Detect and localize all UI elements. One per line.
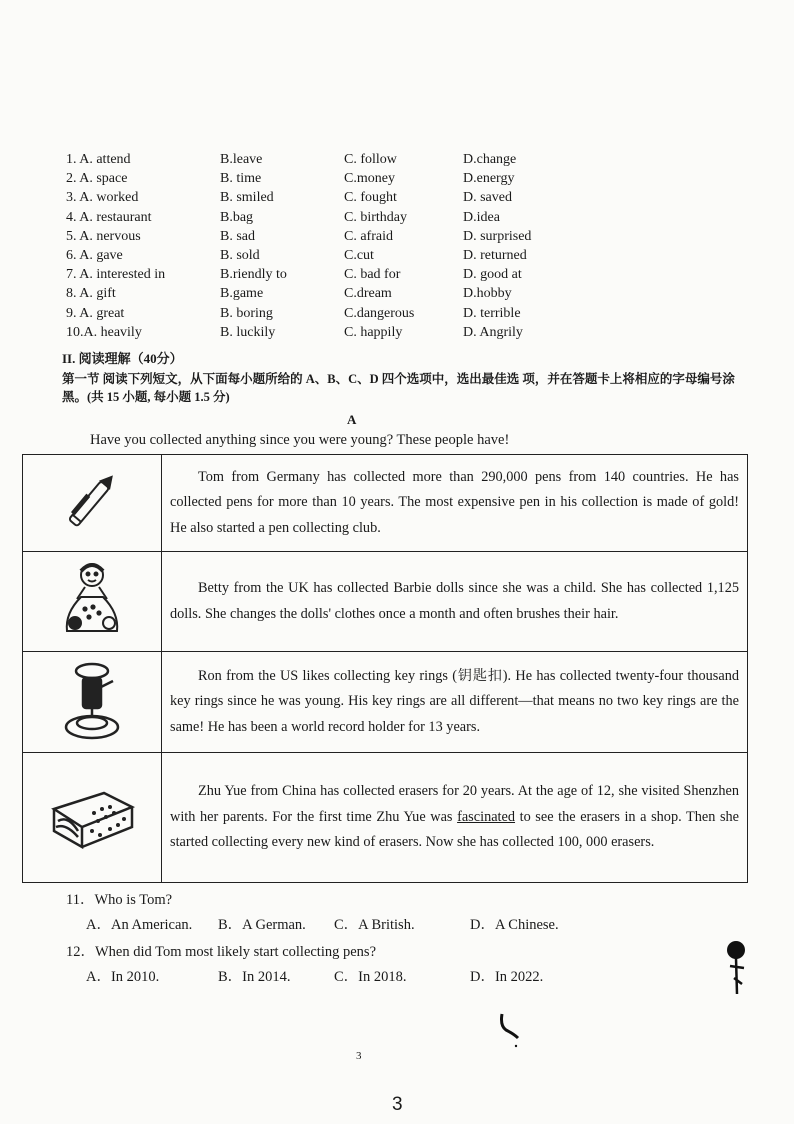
eraser-icon (23, 753, 162, 883)
doll-icon (23, 552, 162, 652)
option-b: B. sold (220, 248, 260, 263)
section-title: II. 阅读理解（40分） (62, 351, 183, 366)
option-b: B. luckily (220, 324, 276, 340)
q12-option-d: D．In 2022. (470, 969, 544, 985)
option-b: B.game (220, 286, 264, 302)
q12-option-c: C．In 2018. (334, 969, 407, 985)
collector-text: Zhu Yue from China has collected erasers for 20 years. At the age of 12, she visited Shenzhen with her parents. For the first time Zhu Yue was fascinated to see the erasers in a shop. Then she started collecting every new kind of erasers. Now she has collected 100, 000 erasers. (162, 753, 748, 883)
option-d: D. saved (463, 190, 512, 206)
table-row (23, 552, 748, 652)
collector-text: Betty from the UK has collected Barbie dolls since she was a child. She has collected 1,125 dolls. She changes the dolls' clothes once a month and often brushes their hair. (162, 552, 748, 652)
passage-intro: Have you collected anything since you were young? These people have! (90, 432, 510, 448)
option-a: 9. A. great (66, 305, 125, 321)
collector-text: Tom from Germany has collected more than 290,000 pens from 140 countries. He has collected pens for more than 10 years. The most expensive pen in his collection is made of gold! He also started a pen collecting club. (162, 455, 748, 552)
key-ring-icon (23, 652, 162, 753)
cloze-option-row (0, 267, 794, 286)
option-d: D.hobby (463, 286, 512, 302)
ink-stroke-icon (496, 1010, 526, 1050)
option-d: D.energy (463, 171, 515, 187)
q12-option-b: B．In 2014. (218, 969, 291, 985)
option-c: C. bad for (344, 267, 401, 283)
passage-label: A (347, 412, 357, 427)
underlined-word: fascinated (457, 808, 516, 825)
option-b: B. smiled (220, 190, 274, 206)
q11-option-c: C．A British. (334, 917, 415, 933)
option-a: 7. A. interested in (66, 267, 166, 283)
cloze-option-row (0, 248, 794, 267)
option-c: C. afraid (344, 228, 393, 244)
option-a: 3. A. worked (66, 190, 139, 206)
option-b: B.leave (220, 152, 263, 167)
option-b: B. time (220, 171, 262, 187)
cloze-option-row (0, 152, 794, 171)
table-row (23, 753, 748, 883)
q11-option-a: A．An American. (86, 917, 193, 933)
ink-mark-icon (722, 938, 752, 998)
option-d: D. surprised (463, 228, 532, 244)
cloze-option-row (0, 286, 794, 305)
collector-table (22, 454, 748, 883)
option-c: C. follow (344, 152, 397, 167)
cloze-option-row (0, 171, 794, 190)
option-b: B.bag (220, 209, 254, 225)
q11-option-d: D．A Chinese. (470, 917, 559, 933)
option-d: D.change (463, 152, 517, 167)
option-c: C. birthday (344, 209, 407, 225)
option-d: D. returned (463, 248, 527, 263)
option-c: C.dream (344, 286, 392, 302)
option-d: D. terrible (463, 305, 521, 321)
pen-icon (23, 455, 162, 552)
option-b: B. sad (220, 228, 255, 244)
table-row (23, 455, 748, 552)
question-11: 11．Who is Tom? (66, 892, 173, 908)
q11-option-b: B．A German. (218, 917, 306, 933)
cloze-option-row (0, 229, 794, 248)
page-number: 3 (392, 1094, 403, 1115)
option-b: B.riendly to (220, 267, 287, 283)
cloze-option-row (0, 325, 794, 344)
option-d: D.idea (463, 209, 500, 225)
option-a: 5. A. nervous (66, 228, 141, 244)
option-a: 2. A. space (66, 171, 128, 187)
option-c: C. happily (344, 324, 403, 340)
cloze-option-row (0, 190, 794, 209)
question-12: 12．When did Tom most likely start collecting pens? (66, 944, 377, 960)
option-c: C.money (344, 171, 395, 187)
option-c: C.cut (344, 248, 374, 263)
cloze-option-row (0, 306, 794, 325)
option-a: 10.A. heavily (66, 324, 142, 340)
option-c: C.dangerous (344, 305, 415, 321)
option-b: B. boring (220, 305, 273, 321)
table-row (23, 652, 748, 753)
option-a: 4. A. restaurant (66, 209, 152, 225)
collector-text: Ron from the US likes collecting key rings (钥匙扣). He has collected twenty-four thousand key rings since he was young. His key rings are all different—that means no two key rings are the same! He has been a world record holder for 13 years. (162, 652, 748, 753)
cloze-option-row (0, 210, 794, 229)
option-d: D. good at (463, 267, 522, 283)
option-a: 8. A. gift (66, 286, 116, 302)
option-d: D. Angrily (463, 324, 523, 340)
option-a: 1. A. attend (66, 152, 131, 167)
q12-option-a: A．In 2010. (86, 969, 160, 985)
option-a: 6. A. gave (66, 248, 123, 263)
option-c: C. fought (344, 190, 397, 206)
instructions: 第一节 阅读下列短文，从下面每小题所给的 A、B、C、D 四个选项中，选出最佳选 项，并在答题卡上将相应的字母编号涂黑。(共 15 小题, 每小题 1.5 分) (62, 372, 735, 404)
page-number-small: 3 (356, 1050, 362, 1062)
